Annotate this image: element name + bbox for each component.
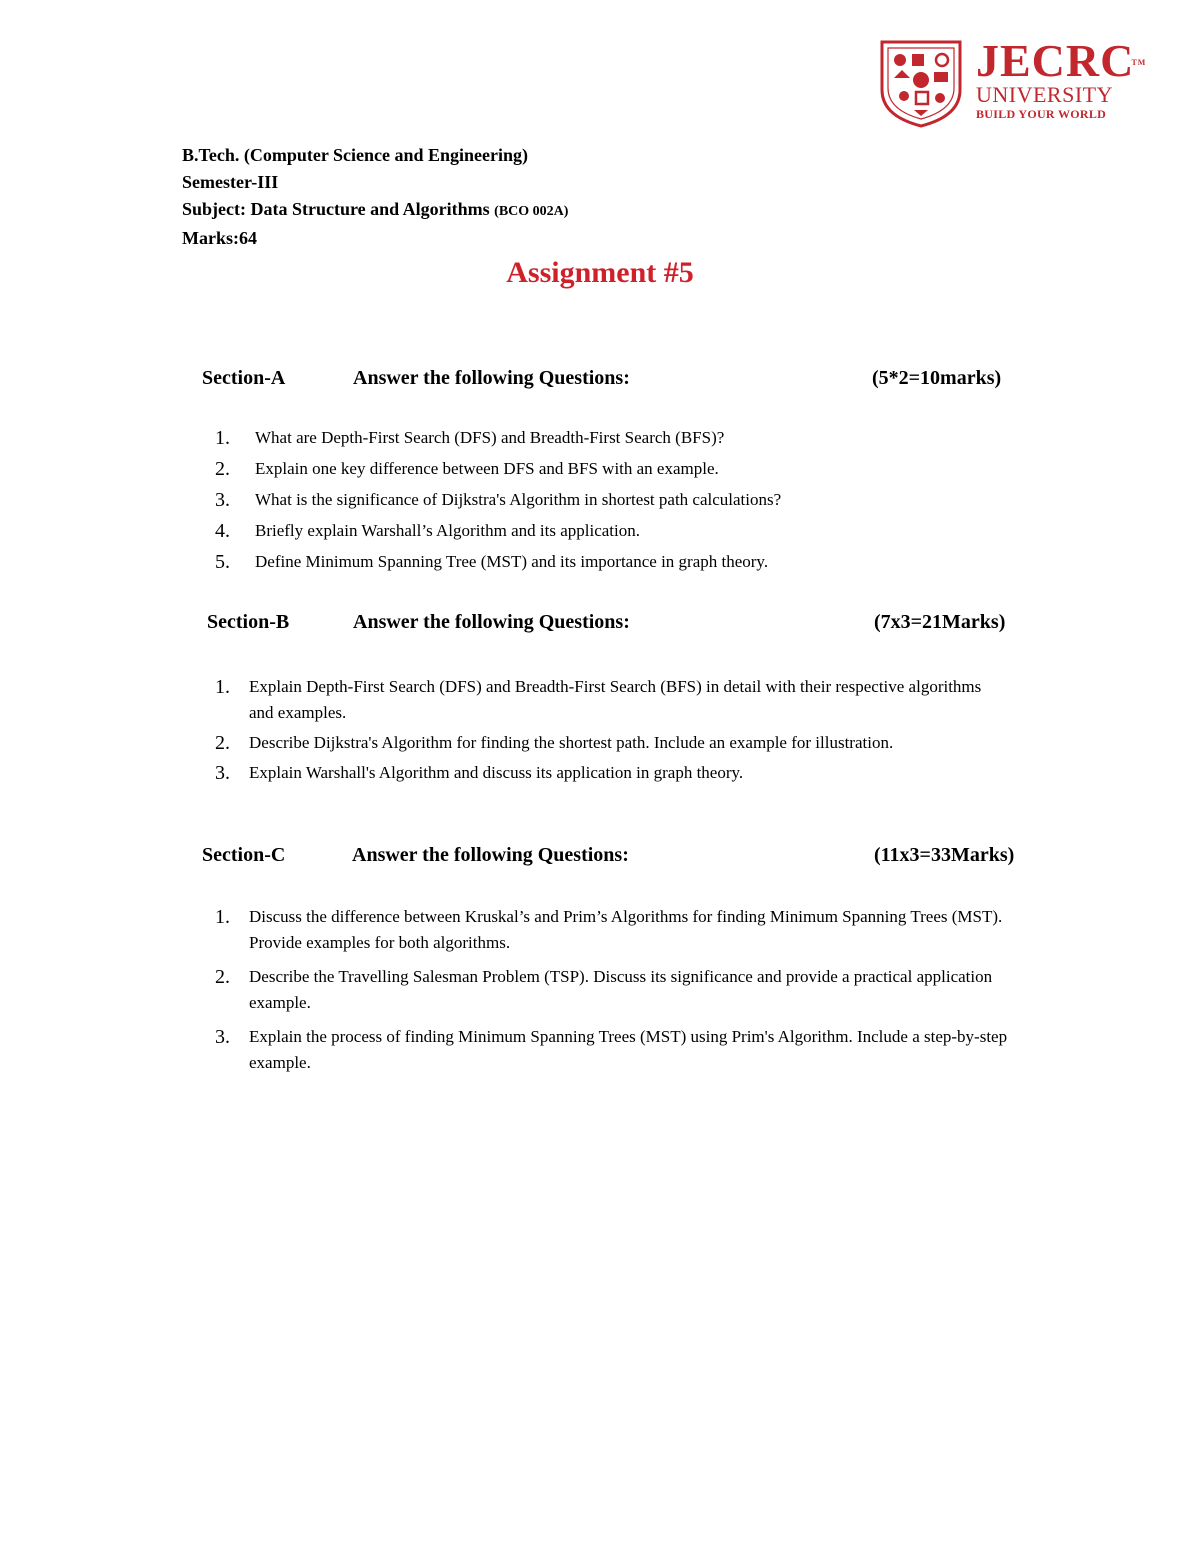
question-text: Briefly explain Warshall’s Algorithm and its application. xyxy=(255,521,640,540)
section-b-instruction: Answer the following Questions: xyxy=(353,611,630,633)
subject-line xyxy=(182,196,568,225)
question-text: Explain Depth-First Search (DFS) and Breadth-First Search (BFS) in detail with their respective algorithms and examples. xyxy=(249,677,982,722)
section-a-instruction: Answer the following Questions: xyxy=(353,367,630,389)
section-b-questions xyxy=(215,674,1009,786)
question-text: Describe the Travelling Salesman Problem (TSP). Discuss its significance and provide a practical application example. xyxy=(249,967,993,1012)
list-item xyxy=(215,487,1085,513)
question-number: 1. xyxy=(215,427,230,449)
section-c-questions xyxy=(215,904,1039,1076)
question-number: 3. xyxy=(215,762,230,784)
list-item xyxy=(215,456,1085,482)
question-number: 1. xyxy=(215,676,230,698)
program-line: B.Tech. (Computer Science and Engineering) xyxy=(182,145,529,165)
question-text: What are Depth-First Search (DFS) and Breadth-First Search (BFS)? xyxy=(255,428,725,447)
question-number: 3. xyxy=(215,489,230,511)
subject-text: Subject: Data Structure and Algorithms xyxy=(182,199,495,219)
section-a-label: Section-A xyxy=(202,367,286,389)
question-number: 5. xyxy=(215,551,230,573)
logo-name xyxy=(976,35,1147,86)
section-a-heading xyxy=(0,367,1200,395)
assignment-title: Assignment #5 xyxy=(506,256,694,289)
question-text: Define Minimum Spanning Tree (MST) and its importance in graph theory. xyxy=(255,552,769,571)
section-b-heading xyxy=(0,611,1200,639)
section-b-label: Section-B xyxy=(207,611,290,633)
list-item xyxy=(215,549,1085,575)
question-text: Explain Warshall's Algorithm and discuss its application in graph theory. xyxy=(249,763,744,782)
marks-line: Marks:64 xyxy=(182,228,257,248)
question-number: 1. xyxy=(215,906,230,928)
question-number: 4. xyxy=(215,520,230,542)
question-number: 3. xyxy=(215,1026,230,1048)
document-header xyxy=(182,142,568,252)
question-number: 2. xyxy=(215,732,230,754)
list-item xyxy=(215,760,1009,786)
list-item xyxy=(215,674,1009,726)
section-a-questions xyxy=(215,425,1085,575)
logo-wordmark xyxy=(976,35,1147,122)
logo-name-text: JECRC xyxy=(976,35,1135,86)
question-text: Discuss the difference between Kruskal’s and Prim’s Algorithms for finding Minimum Spanning Trees (MST). Provide examples for both algorithms. xyxy=(249,907,1003,952)
section-a-marks: (5*2=10marks) xyxy=(872,367,1002,389)
list-item xyxy=(215,964,1039,1016)
logo-trademark: TM xyxy=(1131,58,1147,67)
section-c-instruction: Answer the following Questions: xyxy=(352,844,629,866)
section-c-label: Section-C xyxy=(202,844,286,866)
section-c-heading xyxy=(0,844,1200,872)
list-item xyxy=(215,730,1009,756)
semester-line: Semester-III xyxy=(182,172,279,192)
question-number: 2. xyxy=(215,966,230,988)
logo-tagline: BUILD YOUR WORLD xyxy=(976,107,1107,121)
section-b-marks: (7x3=21Marks) xyxy=(874,611,1006,633)
university-seal-icon xyxy=(878,38,964,128)
question-number: 2. xyxy=(215,458,230,480)
list-item xyxy=(215,425,1085,451)
list-item xyxy=(215,1024,1039,1076)
question-text: What is the significance of Dijkstra's Algorithm in shortest path calculations? xyxy=(255,490,782,509)
question-text: Explain one key difference between DFS and BFS with an example. xyxy=(255,459,719,478)
logo-subtitle: UNIVERSITY xyxy=(976,82,1113,107)
section-c-marks: (11x3=33Marks) xyxy=(874,844,1015,866)
list-item xyxy=(215,518,1085,544)
university-logo xyxy=(878,35,1147,130)
question-text: Explain the process of finding Minimum Spanning Trees (MST) using Prim's Algorithm. Include a step-by-step example. xyxy=(249,1027,1008,1072)
subject-code: (BCO 002A) xyxy=(494,204,569,219)
list-item xyxy=(215,904,1039,956)
question-text: Describe Dijkstra's Algorithm for finding the shortest path. Include an example for illustration. xyxy=(249,733,894,752)
